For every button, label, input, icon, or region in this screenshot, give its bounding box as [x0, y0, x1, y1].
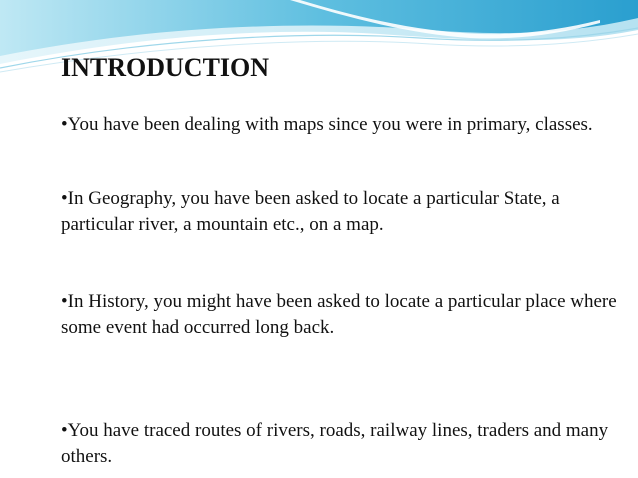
bullet-history: •In History, you might have been asked to locate a particular place where some event had occurred long back.	[61, 291, 617, 338]
bullet-maps-since-primary: •You have been dealing with maps since you were in primary, classes.	[61, 114, 593, 135]
bullet-geography: •In Geography, you have been asked to locate a particular State, a particular river, a mountain etc., on a map.	[61, 188, 560, 235]
slide-title: INTRODUCTION	[61, 53, 270, 82]
bullet-traced-routes: •You have traced routes of rivers, roads, railway lines, traders and many others.	[61, 420, 609, 467]
